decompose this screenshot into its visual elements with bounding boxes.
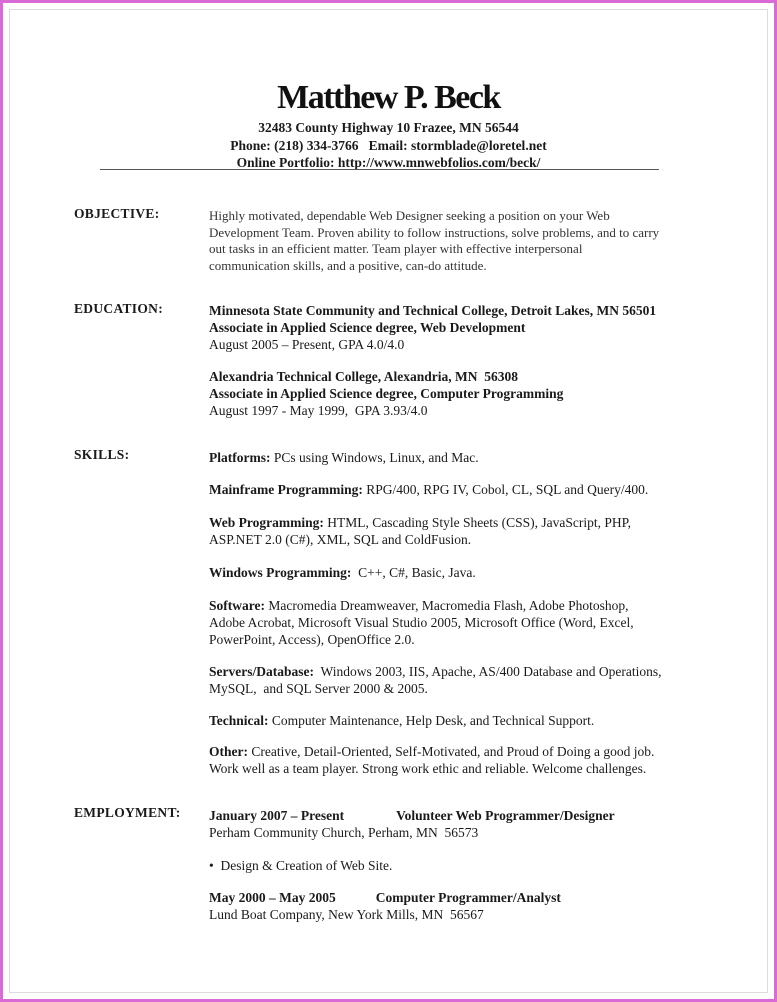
job-entry (209, 889, 709, 923)
skill-title: Technical: (209, 713, 269, 728)
skill-title: Other: (209, 744, 248, 759)
job-entry (209, 807, 709, 874)
skill-text: Windows 2003, IIS, Apache, AS/400 Database and Operations, (313, 664, 662, 679)
company: Lund Boat Company, New York Mills, MN 56567 (209, 907, 484, 922)
skill-title: Windows Programming: (209, 565, 352, 580)
skill-text: Computer Maintenance, Help Desk, and Technical Support. (268, 713, 595, 728)
employment-label: EMPLOYMENT: (74, 805, 181, 820)
attendance-dates: August 1997 - May 1999, GPA 3.93/4.0 (209, 403, 428, 418)
skill-text-line2: ASP.NET 2.0 (C#), XML, SQL and ColdFusion. (209, 532, 472, 547)
school-name: Alexandria Technical College, Alexandria, MN 56308 (209, 369, 518, 384)
education-entry (209, 302, 729, 353)
education-label: EDUCATION: (74, 301, 164, 316)
skill-item (209, 514, 709, 548)
skill-title: Platforms: (209, 450, 271, 465)
degree: Associate in Applied Science degree, Computer Programming (209, 386, 564, 401)
skill-text: Macromedia Dreamweaver, Macromedia Flash, Adobe Photoshop, (264, 598, 629, 613)
skill-item (209, 481, 709, 498)
header-divider (100, 169, 659, 170)
company: Perham Community Church, Perham, MN 56573 (209, 825, 479, 840)
portfolio-link: Online Portfolio: http://www.mnwebfolios.com/beck/ (236, 155, 541, 170)
skill-text: PCs using Windows, Linux, and Mac. (270, 450, 479, 465)
skill-text: C++, C#, Basic, Java. (351, 565, 476, 580)
objective-label: OBJECTIVE: (74, 206, 160, 221)
job-title: Computer Programmer/Analyst (375, 890, 561, 905)
objective-line: Highly motivated, dependable Web Designer seeking a position on your Web (209, 208, 610, 223)
phone-email: Phone: (218) 334-3766 Email: stormblade@loretel.net (230, 137, 547, 153)
job-dates: January 2007 – Present (209, 808, 345, 823)
skill-item (209, 597, 709, 648)
skill-title: Software: (209, 598, 265, 613)
skill-text-line2: Adobe Acrobat, Microsoft Visual Studio 2005, Microsoft Office (Word, Excel, (209, 615, 634, 630)
skill-item (209, 449, 709, 466)
job-header (209, 889, 709, 906)
contact-block (0, 119, 777, 172)
objective-line: communication skills, and a positive, can-do attitude. (209, 257, 487, 273)
objective-text (209, 208, 699, 274)
degree: Associate in Applied Science degree, Web Development (209, 320, 526, 335)
skill-text-line2: Work well as a team player. Strong work ethic and reliable. Welcome challenges. (209, 761, 647, 776)
job-title: Volunteer Web Programmer/Designer (396, 808, 615, 823)
skills-label: SKILLS: (74, 447, 130, 462)
skill-text: RPG/400, RPG IV, Cobol, CL, SQL and Query/400. (362, 482, 649, 497)
resume-header (0, 79, 777, 172)
skill-title: Servers/Database: (209, 664, 314, 679)
skill-item (209, 712, 709, 729)
objective-line: Development Team. Proven ability to follow instructions, solve problems, and to carry (209, 224, 660, 240)
candidate-name: Matthew P. Beck (277, 79, 500, 116)
address: 32483 County Highway 10 Frazee, MN 56544 (258, 120, 519, 135)
skill-text-line2: MySQL, and SQL Server 2000 & 2005. (209, 681, 428, 696)
skill-text: HTML, Cascading Style Sheets (CSS), JavaScript, PHP, (323, 515, 631, 530)
objective-line: out tasks in an efficient matter. Team player with effective interpersonal (209, 241, 583, 256)
skill-item (209, 564, 709, 581)
education-list (209, 302, 729, 419)
skill-item (209, 663, 709, 697)
attendance-dates: August 2005 – Present, GPA 4.0/4.0 (209, 337, 405, 352)
skills-list (209, 449, 709, 777)
education-entry (209, 368, 729, 419)
employment-list (209, 807, 709, 923)
skill-title: Mainframe Programming: (209, 482, 363, 497)
skill-text-line3: PowerPoint, Access), OpenOffice 2.0. (209, 632, 415, 647)
job-dates: May 2000 – May 2005 (209, 890, 336, 905)
job-header (209, 807, 709, 824)
skill-text: Creative, Detail-Oriented, Self-Motivated, and Proud of Doing a good job. (247, 744, 655, 759)
skill-title: Web Programming: (209, 515, 324, 530)
skill-item (209, 743, 709, 777)
job-duty: • Design & Creation of Web Site. (209, 858, 393, 873)
school-name: Minnesota State Community and Technical College, Detroit Lakes, MN 56501 (209, 303, 657, 318)
